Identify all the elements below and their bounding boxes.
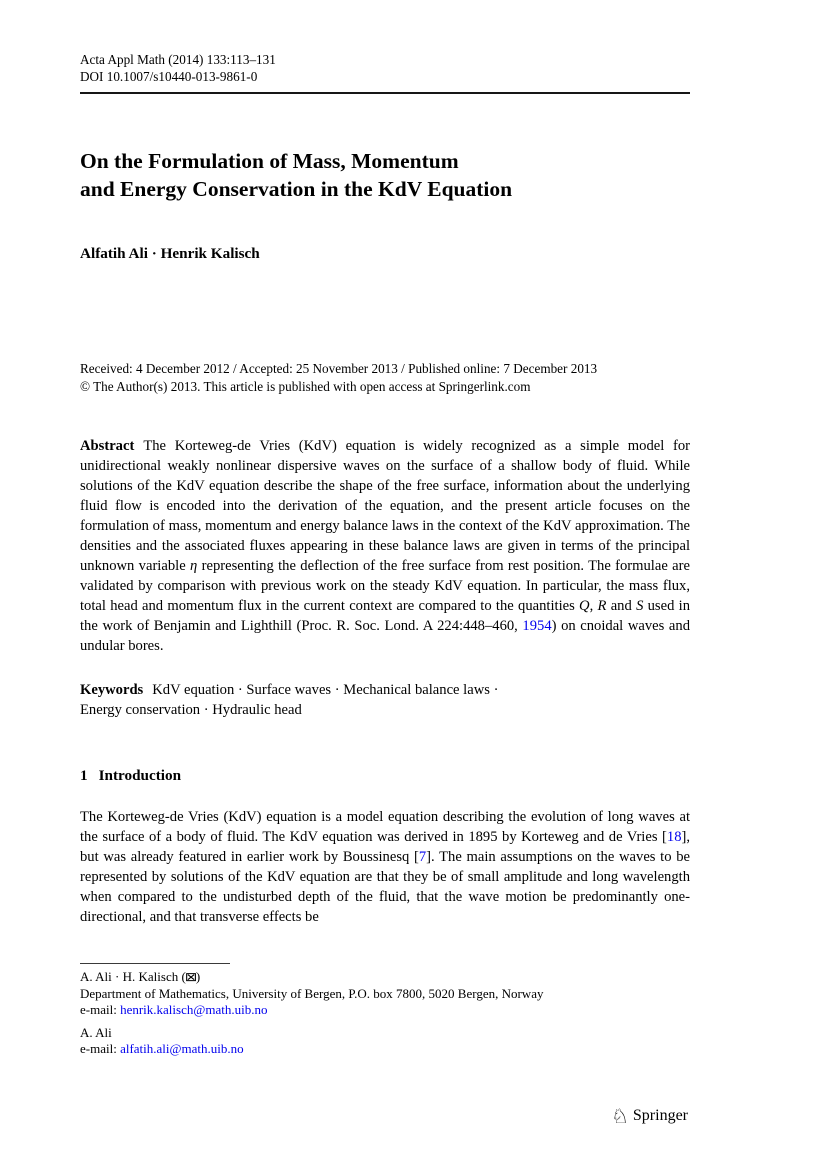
- section-1-number: 1: [80, 767, 88, 784]
- section-1-heading: [80, 766, 690, 786]
- email-link-ali[interactable]: alfatih.ali@math.uib.no: [120, 1041, 244, 1057]
- intro-text-3: ]. The main assumptions on the waves to be represented by solutions of the KdV equation are that they be of small amplitude and long wavelength when compared to the undisturbed depth of the fluid, that the wave motion be predominantly one-directional, and that transverse effects be: [80, 849, 691, 925]
- reference-link-7[interactable]: 7: [418, 849, 427, 865]
- keywords-label: Keywords: [80, 682, 144, 698]
- eta-variable: η: [190, 558, 198, 574]
- doi-line: DOI 10.1007/s10440-013-9861-0: [80, 69, 258, 84]
- copyright-line: © The Author(s) 2013. This article is published with open access at Springerlink.com: [80, 378, 531, 394]
- citation-link-1954[interactable]: 1954: [522, 618, 552, 634]
- abstract-sep-1: ,: [589, 598, 598, 614]
- introduction-paragraph: [80, 807, 690, 927]
- email-line-1: [80, 1002, 690, 1018]
- journal-header: [80, 51, 690, 85]
- email-2-label: e-mail:: [80, 1041, 121, 1057]
- article-title-line1: On the Formulation of Mass, Momentum: [80, 149, 459, 173]
- keywords-line1: KdV equation · Surface waves · Mechanical balance laws ·: [152, 682, 499, 698]
- second-author-footnote: [80, 1025, 690, 1057]
- article-title-line2: and Energy Conservation in the KdV Equation: [80, 176, 513, 201]
- authors-line: Alfatih Ali · Henrik Kalisch: [80, 245, 260, 262]
- springer-logo: [611, 1106, 688, 1126]
- keywords-paragraph: [80, 680, 690, 720]
- abstract-paragraph: [80, 436, 690, 656]
- email-1-label: e-mail:: [80, 1001, 121, 1017]
- reference-link-18[interactable]: 18: [666, 829, 682, 845]
- abstract-text-3: used in the work of Benjamin and Lighthill (Proc. R. Soc. Lond. A 224:448–460,: [80, 598, 691, 634]
- correspondence-footnote: [80, 969, 690, 1017]
- springer-logo-text: Springer: [632, 1107, 688, 1124]
- article-title: [80, 148, 690, 203]
- s-variable: S: [636, 598, 644, 614]
- abstract-text-2: representing the deflection of the free surface from rest position. The formulae are validated by comparison with previous work on the steady KdV equation. In particular, the mass flux, total head and momentum flux in the current context are compared to the quantities: [80, 558, 690, 614]
- journal-reference: Acta Appl Math (2014) 133:113–131: [80, 52, 276, 67]
- abstract-label: Abstract: [80, 438, 135, 454]
- keywords-line2: Energy conservation · Hydraulic head: [80, 702, 302, 718]
- q-variable: Q: [579, 598, 590, 614]
- intro-text-1: The Korteweg-de Vries (KdV) equation is a model equation describing the evolution of long waves at the surface of a body of fluid. The KdV equation was derived in 1895 by Korteweg and de Vries [: [80, 809, 690, 845]
- correspondence-close: ): [195, 969, 201, 984]
- abstract-text-1: The Korteweg-de Vries (KdV) equation is widely recognized as a simple model for unidirectional weakly nonlinear dispersive waves on the surface of a shallow body of fluid. While solutions of the KdV equation describe the shape of the free surface, information about the underlying fluid flow is encoded into the derivation of the equation, and the present article focuses on the formulation of mass, momentum and energy balance laws in the context of the KdV approximation. The densities and the associated fluxes appearing in these balance laws are given in terms of the principal unknown variable: [80, 438, 690, 574]
- publication-info: [80, 360, 690, 395]
- second-author-name: A. Ali: [80, 1025, 112, 1041]
- abstract-text-4: ) on cnoidal waves and undular bores.: [80, 618, 690, 654]
- abstract-sep-2: and: [606, 598, 637, 614]
- section-1-title: Introduction: [98, 767, 182, 784]
- email-link-kalisch[interactable]: henrik.kalisch@math.uib.no: [120, 1001, 268, 1017]
- correspondence-authors: [80, 969, 690, 986]
- received-accepted-line: Received: 4 December 2012 / Accepted: 25 November 2013 / Published online: 7 December 2013: [80, 361, 598, 376]
- envelope-icon: ⊠: [184, 970, 198, 984]
- affiliation-line: Department of Mathematics, University of Bergen, P.O. box 7800, 5020 Bergen, Norway: [80, 985, 544, 1001]
- page-content: [80, 51, 690, 1057]
- intro-text-2: ], but was already featured in earlier work by Boussinesq [: [80, 829, 690, 865]
- correspondence-names: A. Ali · H. Kalisch (: [80, 969, 186, 984]
- springer-knight-icon: ♘: [610, 1104, 629, 1128]
- email-line-2: [80, 1041, 690, 1057]
- header-rule: [80, 92, 690, 94]
- r-variable: R: [597, 598, 607, 614]
- footnote-rule: [80, 963, 230, 964]
